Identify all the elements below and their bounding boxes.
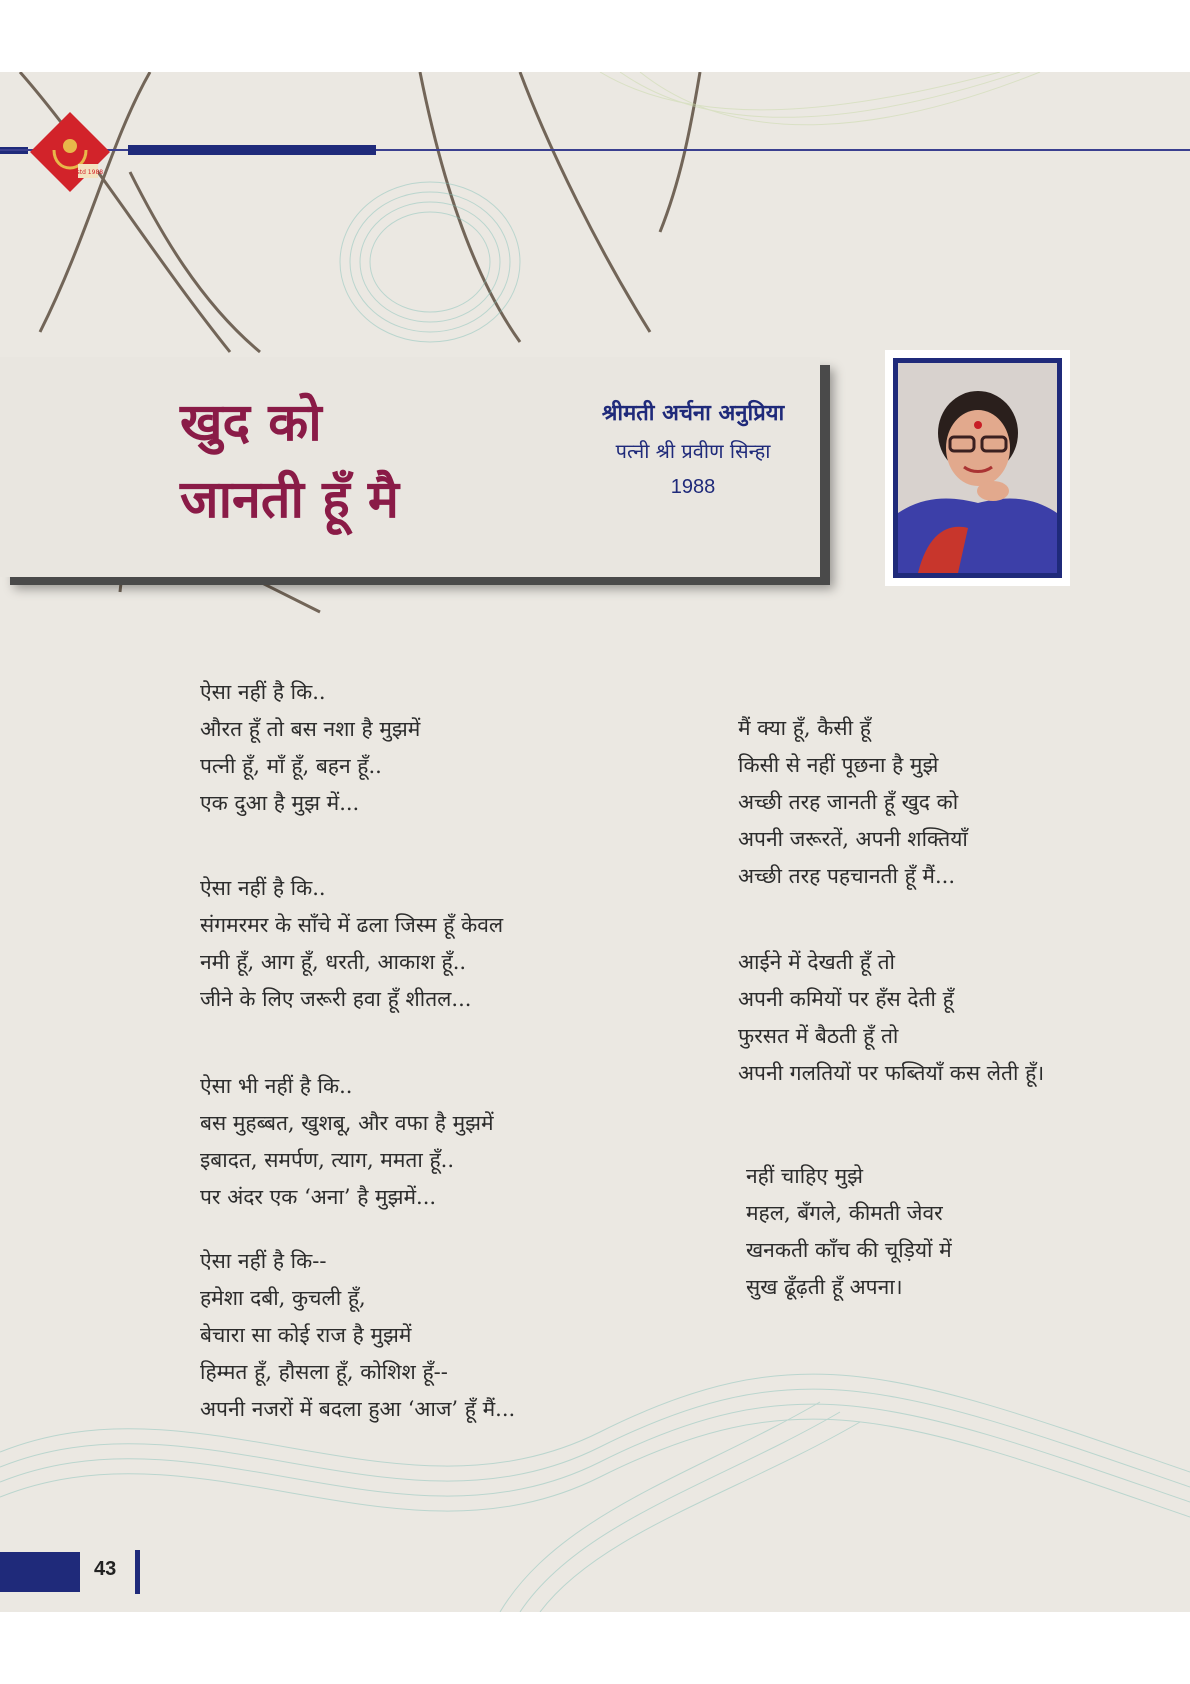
poem-line: किसी से नहीं पूछना है मुझे	[738, 753, 939, 777]
poem-title-line-2: जानती हूँ मै	[180, 470, 399, 530]
author-block	[548, 397, 838, 499]
poem-line: हिम्मत हूँ, हौसला हूँ, कोशिश हूँ--	[200, 1360, 448, 1384]
poem-line: अपनी जरूरतें, अपनी शक्तियाँ	[738, 827, 968, 851]
header-rule-thick	[128, 145, 376, 155]
poem-stanza	[200, 674, 420, 822]
poem-stanza	[746, 1158, 952, 1306]
poem-line: एक दुआ है मुझ में...	[200, 791, 360, 815]
poem-line: नमी हूँ, आग हूँ, धरती, आकाश हूँ..	[200, 950, 467, 974]
poem-stanza	[200, 1068, 494, 1216]
poem-line: अपनी गलतियों पर फब्तियाँ कस लेती हूँ।	[738, 1061, 1045, 1085]
poem-line: पर अंदर एक ‘अना’ है मुझमें...	[200, 1185, 437, 1209]
poem-line: औरत हूँ तो बस नशा है मुझमें	[200, 717, 421, 741]
poem-line: ऐसा नहीं है कि..	[200, 876, 326, 900]
logo-text: estd 1988	[72, 169, 104, 176]
author-name: श्रीमती अर्चना अनुप्रिया	[601, 401, 785, 426]
page-background	[0, 72, 1190, 1612]
poem-stanza	[738, 944, 1044, 1092]
poem-line: बस मुहब्बत, खुशबू, और वफा है मुझमें	[200, 1111, 494, 1135]
poem-line: जीने के लिए जरूरी हवा हूँ शीतल...	[200, 987, 472, 1011]
page-number-rule	[135, 1550, 140, 1594]
poem-line: अपनी कमियों पर हँस देती हूँ	[738, 987, 954, 1011]
poem-line: आईने में देखती हूँ तो	[738, 950, 895, 974]
page-number: 43	[94, 1558, 117, 1580]
poem-line: सुख ढूँढ़ती हूँ अपना।	[746, 1275, 903, 1299]
poem-title-line-1: खुद को	[180, 393, 322, 453]
poem-stanza	[200, 870, 503, 1018]
poem-line: ऐसा भी नहीं है कि..	[200, 1074, 353, 1098]
poem-line: ऐसा नहीं है कि--	[200, 1249, 327, 1273]
author-photo	[885, 350, 1070, 586]
page-number-bar	[0, 1552, 80, 1592]
title-panel	[0, 357, 820, 577]
poem-line: हमेशा दबी, कुचली हूँ,	[200, 1286, 366, 1310]
background-decoration	[0, 72, 1190, 1612]
poem-line: ऐसा नहीं है कि..	[200, 680, 326, 704]
author-year: 1988	[670, 476, 716, 498]
poem-line: बेचारा सा कोई राज है मुझमें	[200, 1323, 412, 1347]
poem-stanza	[738, 710, 968, 895]
poem-line: पत्नी हूँ, माँ हूँ, बहन हूँ..	[200, 754, 382, 778]
poem-line: अपनी नजरों में बदला हुआ ‘आज’ हूँ मैं...	[200, 1397, 516, 1421]
poem-line: संगमरमर के साँचे में ढला जिस्म हूँ केवल	[200, 913, 504, 937]
poem-line: महल, बँगले, कीमती जेवर	[746, 1201, 943, 1225]
laurel-emblem-icon	[28, 110, 112, 194]
poem-line: खनकती काँच की चूड़ियों में	[746, 1238, 952, 1262]
author-portrait-icon	[898, 363, 1057, 573]
poem-line: नहीं चाहिए मुझे	[746, 1164, 864, 1188]
poem-stanza	[200, 1243, 515, 1428]
poem-line: अच्छी तरह पहचानती हूँ मैं...	[738, 864, 955, 888]
author-relation: पत्नी श्री प्रवीण सिन्हा	[615, 439, 771, 463]
poem-line: इबादत, समर्पण, त्याग, ममता हूँ..	[200, 1148, 455, 1172]
poem-line: अच्छी तरह जानती हूँ खुद को	[738, 790, 959, 814]
poem-line: फुरसत में बैठती हूँ तो	[738, 1024, 899, 1048]
poem-line: मैं क्या हूँ, कैसी हूँ	[738, 716, 871, 740]
